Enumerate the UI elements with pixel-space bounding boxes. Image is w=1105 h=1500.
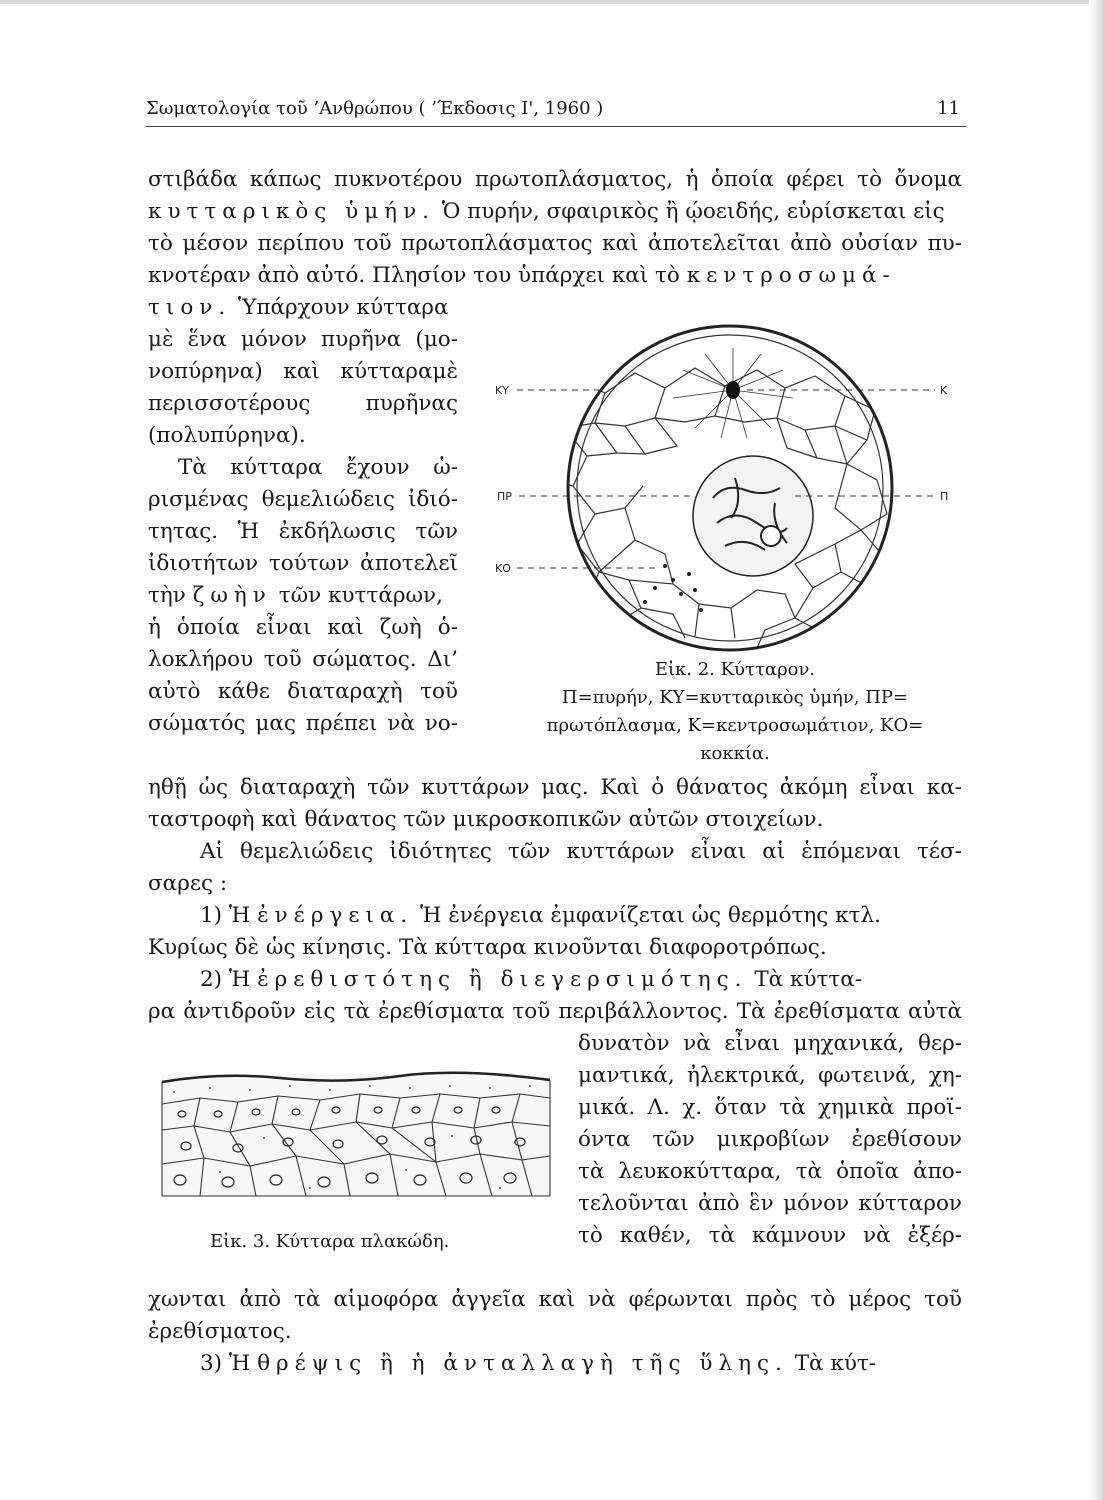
- text-line: μὲ ἕνα μόνον πυρῆνα (μο-: [148, 327, 458, 352]
- text-line: [148, 196, 962, 228]
- page-number: 11: [937, 98, 960, 119]
- header-rule: [146, 126, 966, 127]
- text-line: [200, 1348, 962, 1380]
- text-line: ἡ ὁποία εἶναι καὶ ζωὴ ὁ-: [148, 615, 458, 640]
- centrosome: [726, 381, 740, 399]
- running-header: [146, 92, 966, 124]
- text-line: [148, 580, 458, 612]
- text-line: μικά. Λ. χ. ὅταν τὰ χημικὰ προϊ-: [578, 1095, 962, 1120]
- label-pr: ΠΡ: [497, 490, 512, 503]
- label-ky: ΚΥ: [495, 384, 509, 397]
- text-line: (πολυπύρηνα).: [148, 423, 306, 448]
- text-line: σώματός μας πρέπει νὰ νο-: [148, 711, 458, 736]
- text-span: τὴν: [148, 583, 186, 608]
- text-span: 1) Ἡ: [200, 903, 251, 928]
- text-line: ηθῇ ὡς διαταραχὴ τῶν κυττάρων μας. Καὶ ὁ θάνατος ἀκόμη εἶναι κα-: [148, 775, 962, 800]
- spaced-term: ἐνέργεια.: [257, 903, 414, 928]
- text-line: ταστροφὴ καὶ θάνατος τῶν μικροσκοπικῶν αὐτῶν στοιχείων.: [148, 807, 824, 832]
- spaced-term: τιον.: [148, 295, 232, 320]
- figure3-caption: Εἰκ. 3. Κύτταρα πλακώδη.: [210, 1231, 450, 1252]
- text-line: ἐρεθίσματος.: [148, 1319, 292, 1344]
- text-span: 2) Ἡ: [200, 967, 251, 992]
- figure2-caption-legend: Π=πυρήν, ΚΥ=κυτταρικὸς ὑμήν, ΠΡ=: [561, 687, 909, 708]
- text-line: [200, 900, 962, 932]
- label-k: Κ: [940, 384, 948, 397]
- tissue-background: [162, 1074, 550, 1196]
- text-line: περισσοτέρους πυρῆνας: [148, 391, 458, 416]
- text-span: Ὁ πυρήν, σφαιρικὸς ἢ ῴοειδής, εὑρίσκεται εἰς: [441, 199, 945, 224]
- text-span: Τὰ κύτ-: [794, 1351, 877, 1376]
- text-line: [148, 260, 962, 292]
- spaced-term: θρέψις ἢ ἡ ἀνταλλαγὴ τῆς ὕλης.: [257, 1351, 788, 1376]
- text-line: μαντικά, ἠλεκτρικά, φωτεινά, χη-: [578, 1063, 962, 1088]
- text-line: όντα τῶν μικροβίων ἐρεθίσουν: [578, 1127, 962, 1152]
- text-line: λοκλήρου τοῦ σώματος. Δι’: [148, 647, 458, 672]
- text-line: τητας. Ἡ ἐκδήλωσις τῶν: [148, 519, 458, 544]
- text-span: τῶν κυττάρων,: [278, 583, 443, 608]
- label-p: Π: [940, 490, 949, 503]
- text-line: στιβάδα κάπως πυκνοτέρου πρωτοπλάσματος, ἡ ὁποία φέρει τὸ ὄνομα: [148, 167, 962, 192]
- text-span: Ὑπάρχουν κύτταρα: [238, 295, 449, 320]
- text-line: Αἱ θεμελιώδεις ἰδιότητες τῶν κυττάρων εἶναι αἱ ἑπόμεναι τέσ-: [200, 839, 962, 864]
- spaced-term: ἐρεθιστότης ἢ διεγερσιμότης.: [257, 967, 748, 992]
- text-span: Ἡ ἐνέργεια ἐμφανίζεται ὡς θερμότης κτλ.: [420, 903, 881, 928]
- text-line: ἰδιοτήτων τούτων ἀποτελεῖ: [148, 551, 458, 576]
- nucleolus: [761, 526, 781, 546]
- figure2-caption-title: Εἰκ. 2. Κύτταρον.: [654, 659, 816, 680]
- cell-diagram: [495, 318, 965, 663]
- text-line: δυνατὸν νὰ εἶναι μηχανικά, θερ-: [578, 1031, 962, 1056]
- header-title: Σωματολογία τοῦ ’Ανθρώπου ( ’Έκδοσις Ι', 1960 ): [146, 98, 604, 119]
- text-span: Τὰ κύττα-: [754, 967, 863, 992]
- text-line: τὸ μέσον περίπου τοῦ πρωτοπλάσματος καὶ ἀποτελεῖται ἀπὸ οὐσίαν πυ-: [148, 231, 962, 256]
- text-span: 3) Ἡ: [200, 1351, 251, 1376]
- spaced-term: ζωὴν: [192, 583, 272, 608]
- text-line: σαρες :: [148, 871, 228, 896]
- figure2-caption: [500, 656, 970, 768]
- text-line: τὰ λευκοκύτταρα, τὰ ὁποῖα ἀπο-: [578, 1159, 962, 1184]
- text-line: ρισμένας θεμελιώδεις ἰδιό-: [148, 487, 458, 512]
- figure2-caption-legend: πρωτόπλασμα, Κ=κεντροσωμάτιον, ΚΟ=: [546, 715, 924, 736]
- nucleus: [693, 456, 813, 576]
- text-line: [200, 964, 962, 996]
- text-line: τὸ καθέν, τὰ κάμνουν νὰ ἐξέρ-: [578, 1223, 962, 1248]
- page-right-edge: [1089, 0, 1105, 1500]
- text-line: τελοῦνται ἀπὸ ἓν μόνον κύτταρον: [578, 1191, 962, 1216]
- text-line: αὐτὸ κάθε διαταραχὴ τοῦ: [148, 679, 458, 704]
- text-line: νοπύρηνα) καὶ κύτταραμὲ: [148, 359, 458, 384]
- text-line: Κυρίως δὲ ὡς κίνησις. Τὰ κύτταρα κινοῦνται διαφοροτρόπως.: [148, 935, 827, 960]
- text-line: ρα ἀντιδροῦν εἰς τὰ ἐρεθίσματα τοῦ περιβάλλοντος. Τὰ ἐρεθίσματα αὐτὰ: [148, 999, 962, 1024]
- squamous-cells-diagram: [160, 1068, 552, 1200]
- spaced-term: κυτταρικὸς ὑμήν.: [148, 199, 435, 224]
- spaced-term: κεντροσωμά-: [686, 263, 896, 288]
- label-ko: ΚΟ: [495, 562, 511, 575]
- page-top-edge: [0, 0, 1105, 4]
- text-span: κνοτέραν ἀπὸ αὐτό. Πλησίον του ὑπάρχει καὶ τὸ: [148, 263, 680, 288]
- text-line: [148, 292, 468, 324]
- text-line: Τὰ κύτταρα ἔχουν ὡ-: [178, 455, 458, 480]
- figure2-caption-legend: κοκκία.: [700, 743, 770, 764]
- text-line: χωνται ἀπὸ τὰ αἱμοφόρα ἀγγεῖα καὶ νὰ φέρωνται πρὸς τὸ μέρος τοῦ: [148, 1287, 962, 1312]
- granules: [643, 564, 703, 612]
